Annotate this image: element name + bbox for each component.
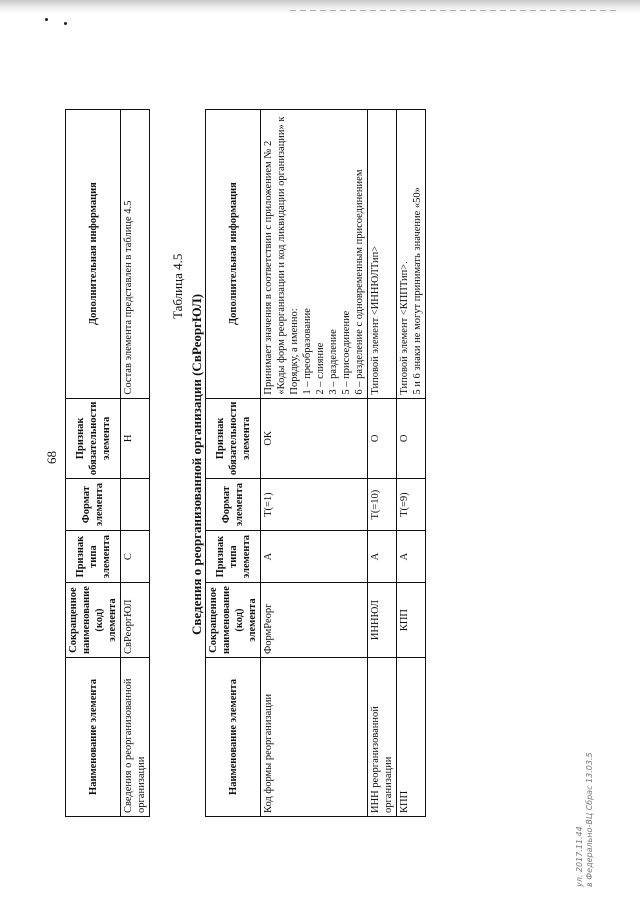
header-info: Дополнительная информация — [206, 109, 261, 398]
cell-name: КПП — [397, 658, 426, 817]
cell-code: ИННЮЛ — [368, 583, 397, 658]
stamp-line: ул. 2017.11.44 — [575, 826, 584, 887]
cell-code: СвРеоргЮЛ — [121, 583, 150, 658]
cell-format — [121, 479, 150, 531]
cell-format: T(=1) — [261, 479, 368, 531]
cell-type: А — [261, 531, 368, 583]
info-line: 5 и 6 знаки не могут принимать значение «50» — [412, 187, 423, 395]
cell-format: T(=10) — [368, 479, 397, 531]
header-required: Признак обязательности элемента — [66, 398, 121, 479]
info-line: 2 – слияние — [315, 342, 326, 395]
cell-code: КПП — [397, 583, 426, 658]
header-code: Сокращенное наименование (код) элемента — [66, 583, 121, 658]
header-name: Наименование элемента — [66, 658, 121, 817]
cell-type: А — [368, 531, 397, 583]
table-header-row — [66, 109, 121, 816]
scan-stamp — [575, 752, 595, 887]
cell-type: А — [397, 531, 426, 583]
info-line: 3 – разделение — [328, 329, 339, 395]
elements-table — [65, 109, 150, 817]
header-type: Признак типа элемента — [206, 531, 261, 583]
table-row — [261, 109, 368, 816]
cell-type: С — [121, 531, 150, 583]
info-line: Типовой элемент <ИННЮЛТип> — [370, 245, 381, 395]
info-line: 6 – разделение с одновременным присоединением — [354, 169, 365, 395]
cell-required: О — [397, 398, 426, 479]
cell-required: ОК — [261, 398, 368, 479]
header-format: Формат элемента — [66, 479, 121, 531]
cell-name: Сведения о реорганизованной организации — [121, 658, 150, 817]
table-row — [397, 109, 426, 816]
header-required: Признак обязательности элемента — [206, 398, 261, 479]
cell-name: ИНН реорганизованной организации — [368, 658, 397, 817]
cell-info — [261, 109, 368, 398]
info-line: 1 – преобразование — [302, 308, 313, 395]
cell-required: Н — [121, 398, 150, 479]
cell-info: Состав элемента представлен в таблице 4.5 — [121, 109, 150, 398]
header-name: Наименование элемента — [206, 658, 261, 817]
cell-info — [397, 109, 426, 398]
reorganization-table — [205, 109, 426, 817]
info-line: Принимает значения в соответствии с приложением № 2 «Коды форм реорганизации и код ликвидации организации» к Порядку, а именно: — [263, 116, 300, 395]
table-caption: Таблица 4.5 — [170, 253, 185, 319]
page-number: 68 — [44, 451, 59, 464]
table-row — [368, 109, 397, 816]
table-title: Сведения о реорганизованной организации (СвРеоргЮЛ) — [189, 293, 204, 635]
cell-required: О — [368, 398, 397, 479]
cell-info — [368, 109, 397, 398]
header-format: Формат элемента — [206, 479, 261, 531]
stamp-line: в Федерально-ВЦ Сбрас 13.03.5 — [585, 752, 594, 887]
header-code: Сокращенное наименование (код) элемента — [206, 583, 261, 658]
table-row — [121, 109, 150, 816]
cell-name: Код формы реорганизации — [261, 658, 368, 817]
cell-code: ФормРеорг — [261, 583, 368, 658]
header-type: Признак типа элемента — [66, 531, 121, 583]
info-line: 5 – присоединение — [341, 310, 352, 395]
cell-format: T(=9) — [397, 479, 426, 531]
header-info: Дополнительная информация — [66, 109, 121, 398]
info-line: Типовой элемент <КППТип>. — [399, 261, 410, 395]
table-header-row — [206, 109, 261, 816]
